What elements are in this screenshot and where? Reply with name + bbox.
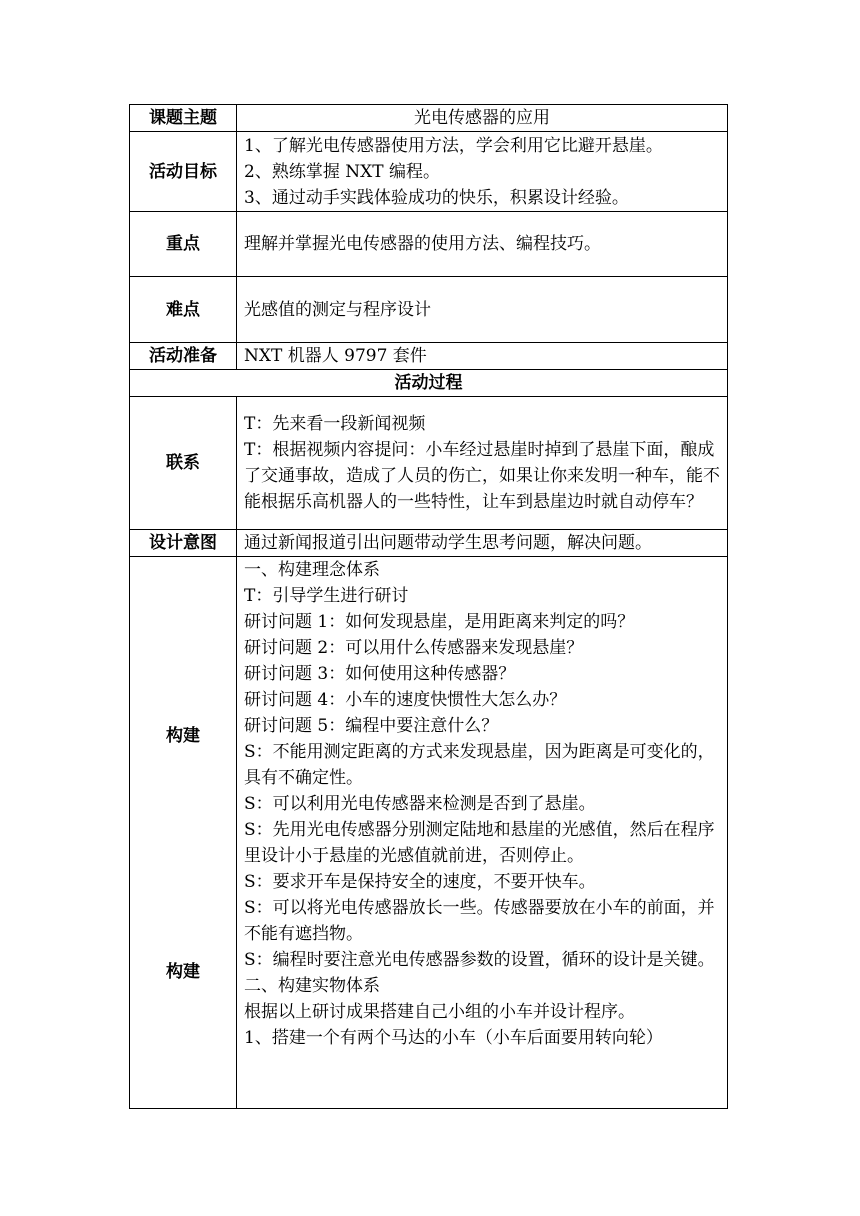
build-line-13: S：编程时要注意光电传感器参数的设置，循环的设计是关键。 [244, 950, 715, 970]
row-goals [130, 132, 728, 212]
build-line-9: S：可以利用光电传感器来检测是否到了悬崖。 [244, 794, 596, 814]
build-label-cell [130, 557, 237, 1109]
prep-label: 活动准备 [130, 343, 237, 370]
connect-line-1: T：先来看一段新闻视频 [244, 414, 426, 434]
connect-label: 联系 [130, 397, 237, 530]
build-label-bottom: 构建 [166, 962, 200, 982]
topic-value: 光电传感器的应用 [237, 105, 728, 132]
intent-label: 设计意图 [130, 530, 237, 557]
build-line-14: 二、构建实物体系 [244, 976, 380, 996]
build-line-7: 研讨问题 5：编程中要注意什么？ [244, 716, 499, 736]
process-header: 活动过程 [130, 370, 728, 397]
prep-value: NXT 机器人 9797 套件 [237, 343, 728, 370]
build-line-3: 研讨问题 1：如何发现悬崖，是用距离来判定的吗？ [244, 612, 635, 632]
build-label-top: 构建 [166, 726, 200, 746]
row-connect [130, 397, 728, 530]
intent-value [237, 530, 728, 557]
topic-label: 课题主题 [130, 105, 237, 132]
difficulty-label: 难点 [130, 277, 237, 343]
build-line-8: S：不能用测定距离的方式来发现悬崖，因为距离是可变化的，具有不确定性。 [244, 742, 715, 788]
connect-value [237, 397, 728, 530]
key-value: 理解并掌握光电传感器的使用方法、编程技巧。 [237, 212, 728, 277]
build-value [237, 557, 728, 1109]
row-process-header [130, 370, 728, 397]
build-line-4: 研讨问题 2：可以用什么传感器来发现悬崖？ [244, 638, 584, 658]
row-prep [130, 343, 728, 370]
build-line-16: 1、搭建一个有两个马达的小车（小车后面要用转向轮） [244, 1028, 663, 1048]
row-build [130, 557, 728, 1109]
difficulty-value: 光感值的测定与程序设计 [237, 277, 728, 343]
build-line-1: 一、构建理念体系 [244, 560, 380, 580]
build-line-6: 研讨问题 4：小车的速度快惯性大怎么办？ [244, 690, 567, 710]
build-line-15: 根据以上研讨成果搭建自己小组的小车并设计程序。 [244, 1002, 635, 1022]
goals-label: 活动目标 [130, 132, 237, 212]
goals-value [237, 132, 728, 212]
build-line-2: T：引导学生进行研讨 [244, 586, 409, 606]
build-line-11: S：要求开车是保持安全的速度，不要开快车。 [244, 872, 596, 892]
build-line-12: S：可以将光电传感器放长一些。传感器要放在小车的前面，并不能有遮挡物。 [244, 898, 715, 944]
row-difficulty [130, 277, 728, 343]
goal-line-2: 2、熟练掌握 NXT 编程。 [244, 161, 440, 182]
connect-line-2: T：根据视频内容提问：小车经过悬崖时掉到了悬崖下面，酿成了交通事故，造成了人员的伤亡，如果让你来发明一种车，能不能根据乐高机器人的一些特性，让车到悬崖边时就自动停车？ [244, 440, 720, 512]
lesson-plan-table [129, 104, 728, 1109]
row-intent [130, 530, 728, 557]
row-topic [130, 105, 728, 132]
row-key [130, 212, 728, 277]
goal-line-3: 3、通过动手实践体验成功的快乐，积累设计经验。 [244, 187, 629, 208]
intent-text: 通过新闻报道引出问题带动学生思考问题，解决问题。 [244, 533, 652, 553]
build-line-10: S：先用光电传感器分别测定陆地和悬崖的光感值，然后在程序里设计小于悬崖的光感值就前进，否则停止。 [244, 820, 715, 866]
key-label: 重点 [130, 212, 237, 277]
build-line-5: 研讨问题 3：如何使用这种传感器？ [244, 664, 516, 684]
goal-line-1: 1、了解光电传感器使用方法，学会利用它比避开悬崖。 [244, 135, 663, 156]
